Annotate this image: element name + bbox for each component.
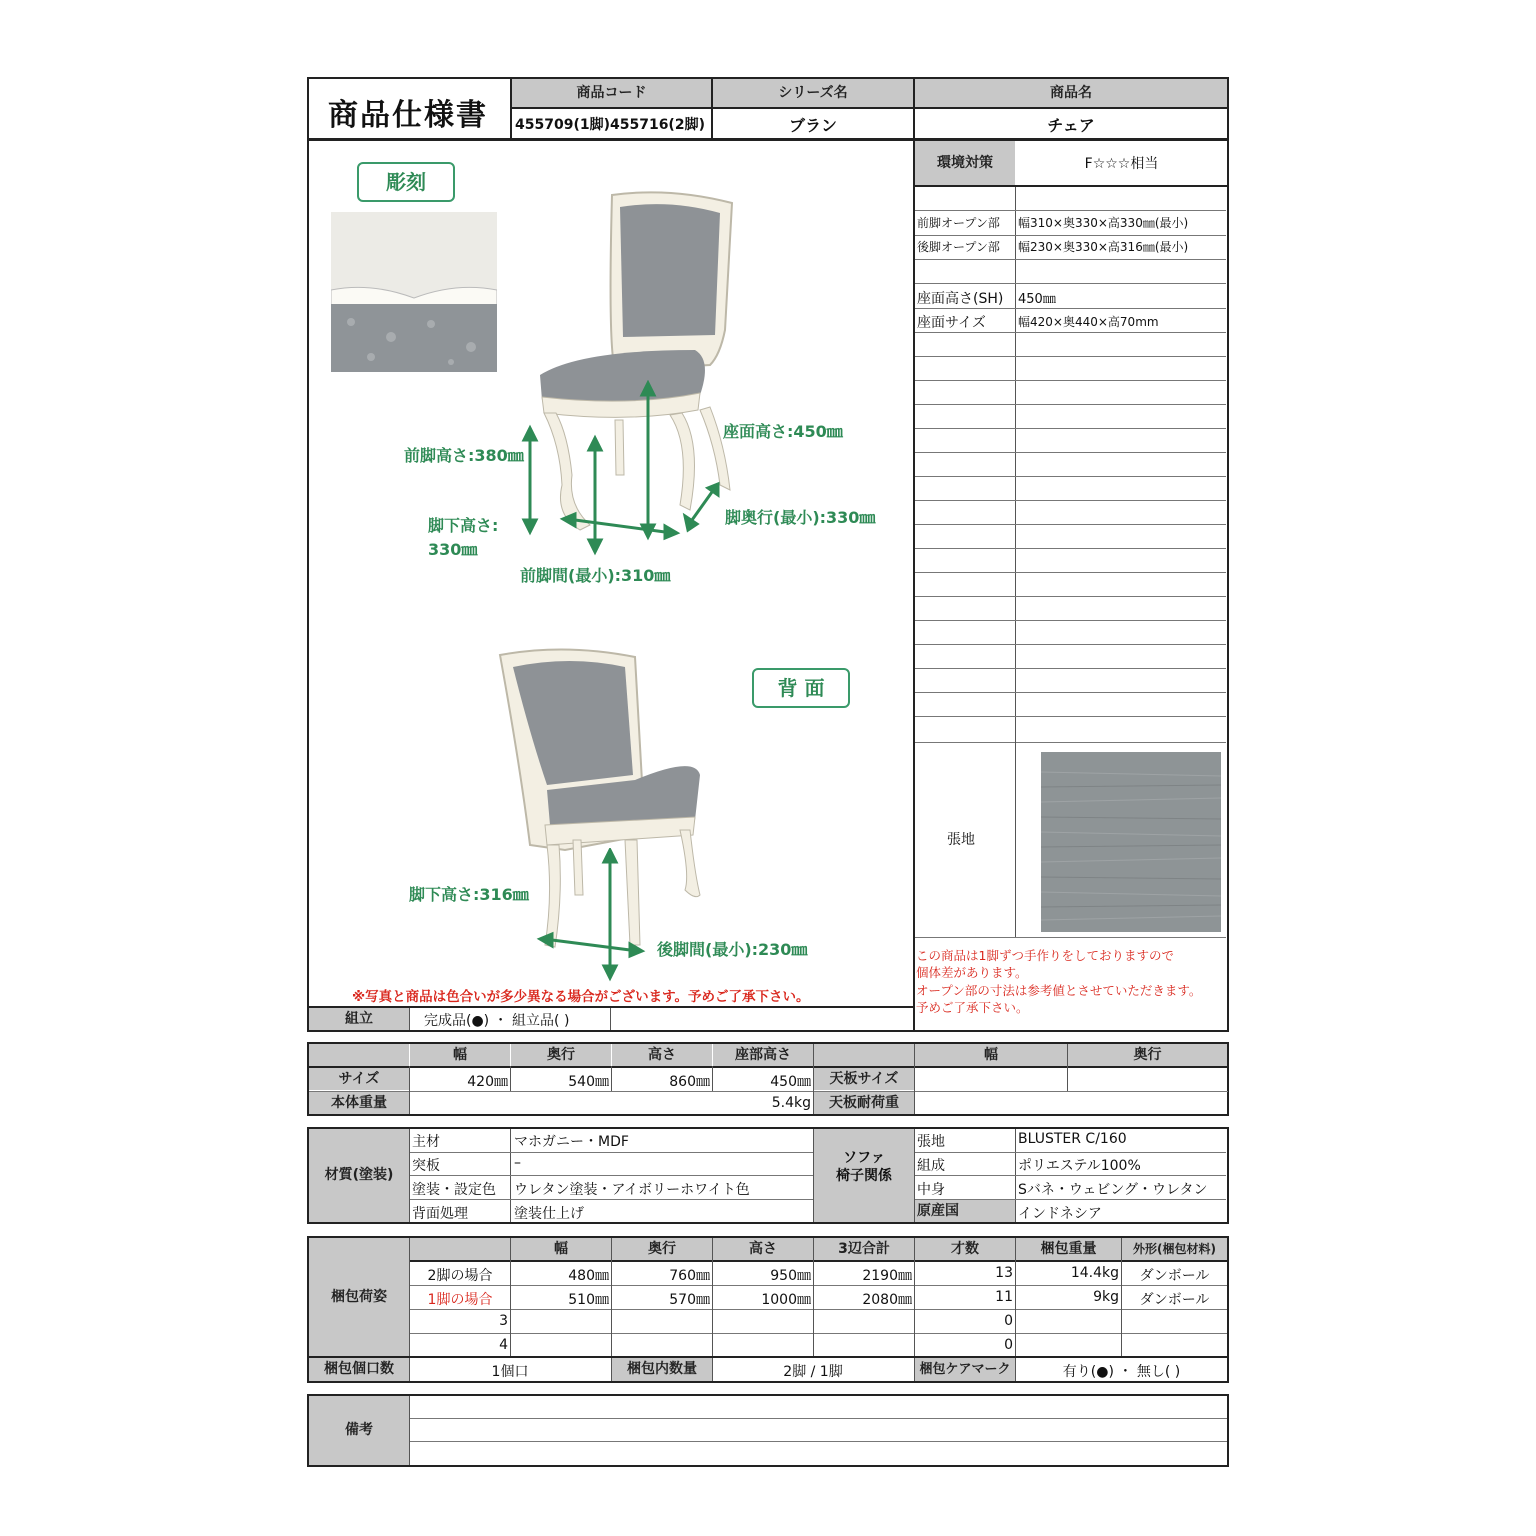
- sofa-value: BLUSTER C/160: [1018, 1131, 1127, 1147]
- material-key: 背面処理: [412, 1206, 468, 1222]
- spec-row-key: 座面高さ(SH): [917, 291, 1004, 307]
- packing-w: 510㎜: [568, 1292, 609, 1308]
- size-label: サイズ: [309, 1068, 409, 1090]
- packing-header: 奥行: [612, 1238, 712, 1260]
- env-value: F☆☆☆相当: [1084, 156, 1159, 172]
- sofa-key: 張地: [917, 1134, 945, 1150]
- color-note: ※写真と商品は色合いが多少異なる場合がございます。予めご了承下さい。: [352, 989, 810, 1005]
- spec-row-value: 幅230×奥330×高316㎜(最小): [1018, 240, 1189, 254]
- packing-sai: 0: [1004, 1337, 1013, 1353]
- series-label: シリーズ名: [713, 79, 913, 107]
- packing-header: 外形(梱包材料): [1122, 1238, 1227, 1260]
- assembly-value: 完成品(●) ・ 組立品( ): [424, 1013, 570, 1029]
- material-key: 主材: [412, 1134, 440, 1150]
- material-value: –: [514, 1155, 521, 1171]
- packing-row-name: 1脚の場合: [427, 1292, 493, 1308]
- size-h-depth: 奥行: [511, 1044, 611, 1066]
- code-label: 商品コード: [512, 79, 711, 107]
- back-under-leg-label: 脚下高さ:316㎜: [409, 885, 529, 904]
- packing-row-name: 3: [499, 1313, 508, 1329]
- spec-note-4: 予めご了承下さい。: [916, 1000, 1029, 1015]
- env-label: 環境対策: [915, 141, 1015, 185]
- back-dimension-arrows: [530, 848, 650, 983]
- leg-depth-label: 脚奥行(最小):330㎜: [725, 508, 876, 527]
- qty-label: 梱包内数量: [612, 1358, 712, 1381]
- front-leg-height-label: 前脚高さ:380㎜: [404, 446, 524, 465]
- under-leg-height-value: 330㎜: [428, 540, 478, 559]
- assembly-label: 組立: [309, 1008, 409, 1030]
- packing-label: 梱包荷姿: [309, 1238, 409, 1356]
- back-tag: 背 面: [752, 668, 850, 708]
- weight-label: 本体重量: [309, 1092, 409, 1114]
- sofa-value: インドネシア: [1018, 1206, 1102, 1222]
- top-h-depth: 奥行: [1068, 1044, 1227, 1066]
- fabric-label: 張地: [947, 832, 975, 848]
- material-key: 塗装・設定色: [412, 1182, 496, 1198]
- name-label: 商品名: [915, 79, 1227, 107]
- sofa-key: 中身: [917, 1182, 945, 1198]
- spec-note-1: この商品は1脚ずつ手作りをしておりますので: [916, 948, 1174, 963]
- qty-value: 2脚 / 1脚: [783, 1364, 843, 1380]
- packing-h: 950㎜: [770, 1268, 811, 1284]
- spec-row-key: 後脚オープン部: [917, 240, 1000, 254]
- remarks-table: [307, 1394, 1229, 1467]
- sofa-key: 組成: [917, 1158, 945, 1174]
- packing-d: 760㎜: [669, 1268, 710, 1284]
- packing-mat: ダンボール: [1139, 1268, 1210, 1284]
- spec-row-key: 座面サイズ: [917, 315, 986, 331]
- spec-note-3: オープン部の寸法は参考値とさせていただきます。: [916, 983, 1202, 998]
- under-leg-height-label: 脚下高さ:: [428, 516, 499, 535]
- packing-sum: 2190㎜: [862, 1268, 912, 1284]
- packing-d: 570㎜: [669, 1292, 710, 1308]
- packing-h: 1000㎜: [761, 1292, 811, 1308]
- front-leg-span-label: 前脚間(最小):310㎜: [520, 566, 671, 585]
- packing-kg: 14.4kg: [1070, 1265, 1119, 1281]
- front-dimension-arrows: [520, 380, 720, 560]
- code-value: 455709(1脚)455716(2脚): [515, 117, 705, 133]
- packing-sai: 0: [1004, 1313, 1013, 1329]
- sofa-label-2: 椅子関係: [836, 1168, 892, 1184]
- top-load-label: 天板耐荷重: [814, 1092, 914, 1114]
- doc-title: 商品仕様書: [328, 98, 488, 133]
- packing-w: 480㎜: [568, 1268, 609, 1284]
- packing-header: 高さ: [713, 1238, 813, 1260]
- size-h-height: 高さ: [612, 1044, 712, 1066]
- top-size-label: 天板サイズ: [814, 1068, 914, 1090]
- name-value: チェア: [1047, 116, 1095, 135]
- packing-mat: ダンボール: [1139, 1292, 1210, 1308]
- weight-value: 5.4kg: [771, 1095, 811, 1111]
- size-depth: 540㎜: [568, 1074, 609, 1090]
- size-width: 420㎜: [467, 1074, 508, 1090]
- size-height: 860㎜: [669, 1074, 710, 1090]
- packing-sai: 11: [995, 1289, 1013, 1305]
- packing-row-name: 2脚の場合: [427, 1268, 493, 1284]
- care-value: 有り(●) ・ 無し( ): [1062, 1364, 1181, 1380]
- packing-header: 梱包重量: [1016, 1238, 1121, 1260]
- material-label: 材質(塗装): [309, 1129, 409, 1222]
- material-value: 塗装仕上げ: [514, 1206, 584, 1222]
- top-h-width: 幅: [915, 1044, 1067, 1066]
- spec-row-value: 幅310×奥330×高330㎜(最小): [1018, 216, 1189, 230]
- size-h-seat: 座部高さ: [713, 1044, 813, 1066]
- packing-sai: 13: [995, 1265, 1013, 1281]
- packing-header: 幅: [511, 1238, 611, 1260]
- carving-closeup-image: [331, 212, 497, 372]
- packing-header: 才数: [915, 1238, 1015, 1260]
- seat-height-label: 座面高さ:450㎜: [723, 422, 843, 441]
- carving-tag: 彫刻: [357, 162, 455, 202]
- packing-row-name: 4: [499, 1337, 508, 1353]
- remarks-label: 備考: [309, 1396, 409, 1465]
- spec-row-value: 450㎜: [1018, 292, 1056, 307]
- sofa-value: ポリエステル100%: [1018, 1158, 1141, 1174]
- spec-note-2: 個体差があります。: [916, 965, 1028, 980]
- units-label: 梱包個口数: [309, 1358, 409, 1381]
- packing-kg: 9kg: [1093, 1289, 1119, 1305]
- packing-sum: 2080㎜: [862, 1292, 912, 1308]
- sofa-label-1: ソファ: [843, 1150, 885, 1166]
- material-value: ウレタン塗装・アイボリーホワイト色: [514, 1182, 750, 1198]
- sofa-value: Sバネ・ウェビング・ウレタン: [1018, 1182, 1208, 1198]
- spec-row-value: 幅420×奥440×高70mm: [1018, 315, 1159, 329]
- care-label: 梱包ケアマーク: [915, 1358, 1015, 1381]
- units-value: 1個口: [491, 1364, 529, 1380]
- spec-row-key: 前脚オープン部: [917, 216, 1000, 230]
- size-seat: 450㎜: [770, 1074, 811, 1090]
- rear-leg-span-label: 後脚間(最小):230㎜: [657, 940, 808, 959]
- packing-header: 3辺合計: [814, 1238, 914, 1260]
- series-value: ブラン: [788, 116, 837, 135]
- material-key: 突板: [412, 1158, 440, 1174]
- fabric-swatch-image: [1041, 752, 1221, 932]
- sofa-key: 原産国: [915, 1200, 1015, 1222]
- material-value: マホガニー・MDF: [514, 1134, 629, 1150]
- size-h-width: 幅: [410, 1044, 510, 1066]
